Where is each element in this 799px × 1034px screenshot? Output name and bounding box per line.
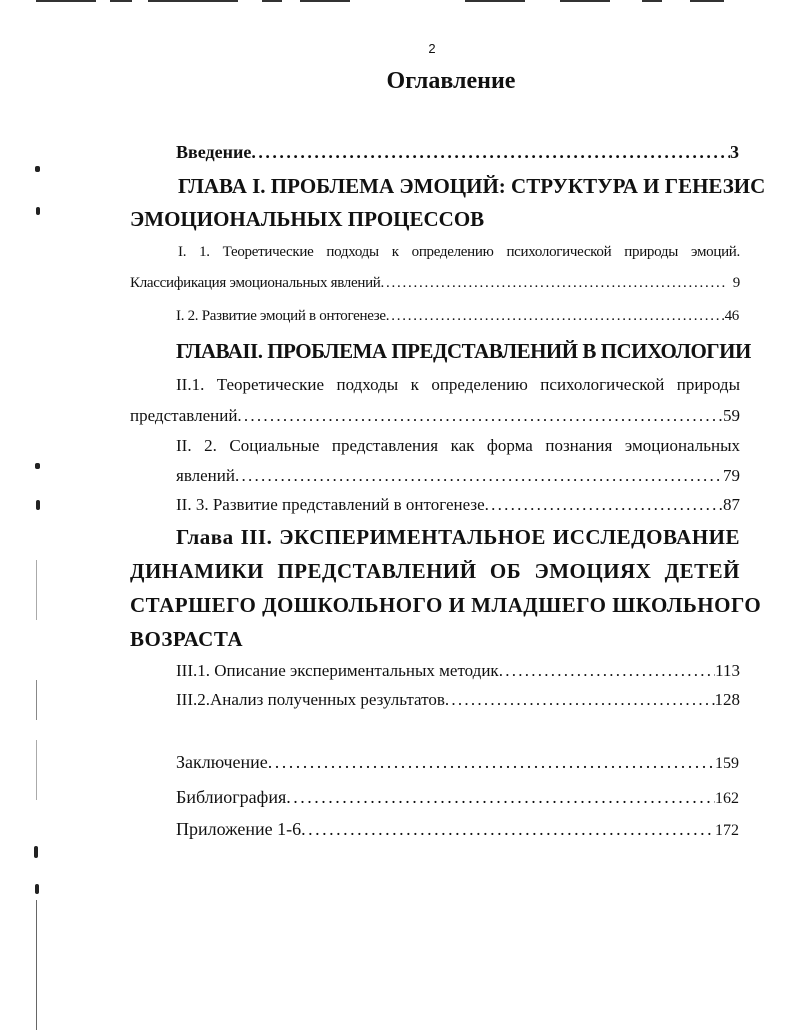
leader-dots (237, 406, 723, 426)
scan-edge-line (36, 680, 37, 720)
toc-entry-3-2[interactable] (176, 690, 740, 710)
toc-3-1-label: III.1. Описание экспериментальных методик (176, 661, 499, 680)
scan-edge-mark (642, 0, 662, 2)
toc-1-2-label: I. 2. Развитие эмоций в онтогенезе (176, 308, 386, 324)
toc-entry-intro[interactable] (176, 142, 739, 163)
scan-edge-mark (465, 0, 525, 2)
leader-dots (268, 752, 715, 773)
toc-entry-2-2[interactable] (176, 466, 740, 486)
scan-edge-line (36, 560, 37, 620)
page-title: Оглавление (386, 68, 516, 94)
scan-edge-mark (262, 0, 282, 2)
toc-1-2-page: 46 (724, 308, 739, 324)
toc-2-1-label: представлений (130, 406, 238, 425)
toc-entry-1-1-line1[interactable]: I. 1. Теоретические подходы к определению психологической природы эмоций. (178, 244, 740, 260)
toc-conclusion-label: Заключение (176, 752, 268, 772)
scan-speck (35, 166, 40, 172)
toc-entry-1-1[interactable] (130, 275, 740, 292)
scan-edge-line (36, 740, 37, 800)
toc-bibliography-page: 162 (715, 790, 739, 807)
toc-entry-1-2[interactable] (176, 308, 739, 325)
toc-2-2-page: 79 (723, 466, 740, 485)
scan-edge-mark (300, 0, 350, 2)
chapter-1-heading-line1[interactable]: ГЛАВА I. ПРОБЛЕМА ЭМОЦИЙ: СТРУКТУРА И ГЕНЕЗИС (178, 174, 766, 198)
toc-1-1-label: Классификация эмоциональных явлений (130, 275, 381, 291)
leader-dots (485, 495, 723, 515)
scan-speck (36, 207, 40, 215)
chapter-3-heading-line3[interactable]: СТАРШЕГО ДОШКОЛЬНОГО И МЛАДШЕГО ШКОЛЬНОГО (130, 593, 762, 617)
scan-edge-mark (110, 0, 132, 2)
toc-entry-3-1[interactable] (176, 661, 740, 681)
toc-appendix-label: Приложение 1-6 (176, 819, 302, 839)
toc-2-2-label: явлений (176, 466, 235, 485)
leader-dots (386, 308, 725, 325)
toc-3-1-page: 113 (715, 661, 740, 680)
leader-dots (381, 275, 727, 292)
leader-dots (235, 466, 723, 486)
toc-3-2-label: III.2.Анализ полученных результатов (176, 690, 445, 709)
scan-speck (35, 884, 39, 894)
toc-entry-bibliography[interactable] (176, 787, 739, 808)
toc-3-2-page: 128 (714, 690, 740, 709)
chapter-1-heading-line2[interactable]: ЭМОЦИОНАЛЬНЫХ ПРОЦЕССОВ (130, 207, 485, 231)
leader-dots (286, 787, 715, 808)
scan-speck (35, 463, 40, 469)
toc-entry-2-1[interactable] (130, 406, 740, 426)
leader-dots (499, 661, 715, 681)
scan-speck (34, 846, 38, 858)
toc-entry-2-1-line1[interactable]: II.1. Теоретические подходы к определению психологической природы (176, 375, 740, 394)
scan-edge-mark (560, 0, 610, 2)
toc-entry-conclusion[interactable] (176, 752, 739, 773)
scan-edge-mark (148, 0, 238, 2)
toc-2-1-page: 59 (723, 406, 740, 425)
scan-edge-line (36, 900, 37, 1030)
chapter-3-heading-line2[interactable]: ДИНАМИКИ ПРЕДСТАВЛЕНИЙ ОБ ЭМОЦИЯХ ДЕТЕЙ (130, 559, 740, 583)
toc-appendix-page: 172 (715, 822, 739, 839)
toc-intro-label: Введение (176, 142, 252, 162)
toc-conclusion-page: 159 (715, 755, 739, 772)
chapter-2-heading[interactable]: ГЛАВАII. ПРОБЛЕМА ПРЕДСТАВЛЕНИЙ В ПСИХОЛОГИИ (176, 339, 751, 363)
leader-dots (445, 690, 715, 710)
toc-bibliography-label: Библиография (176, 787, 287, 807)
scan-speck (36, 500, 40, 510)
toc-1-1-page: 9 (732, 275, 740, 291)
chapter-3-heading-line1[interactable]: Глава III. ЭКСПЕРИМЕНТАЛЬНОЕ ИССЛЕДОВАНИЕ (176, 525, 740, 549)
chapter-3-heading-line4[interactable]: ВОЗРАСТА (130, 627, 243, 651)
scan-edge-mark (690, 0, 724, 2)
leader-dots (301, 819, 715, 840)
toc-2-3-page: 87 (723, 495, 740, 514)
page-number: 2 (428, 41, 436, 56)
toc-entry-appendix[interactable] (176, 819, 739, 840)
toc-2-3-label: II. 3. Развитие представлений в онтогенезе (176, 495, 485, 514)
toc-entry-2-3[interactable] (176, 495, 740, 515)
toc-intro-page: 3 (730, 142, 739, 162)
leader-dots (251, 142, 730, 163)
scan-edge-mark (36, 0, 96, 2)
toc-entry-2-2-line1[interactable]: II. 2. Социальные представления как форма познания эмоциональных (176, 436, 740, 455)
